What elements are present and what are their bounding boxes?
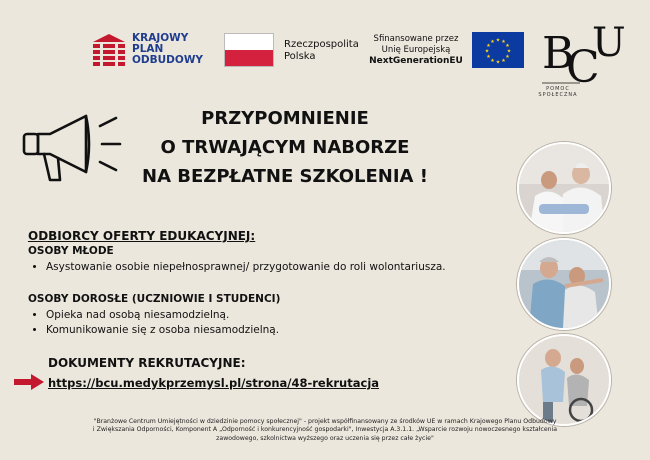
svg-text:★: ★ [495, 59, 501, 66]
footer-note: "Branżowe Centrum Umiejętności w dziedzinie pomocy społecznej" - projekt współfinansowany ze środków UE w ramach Krajowego Planu Odbudowy i Zwiększania Odporności, Komponent A „Odporność i konkurencyjność gospodarki", Inwestycja A.3.1.1. „Wsparcie rozwoju nowoczesnego kształcenia zawodowego, szkolnictwa wyższego oraz uczenia się przez całe życie" [92, 418, 558, 442]
arrow-right-icon [14, 374, 44, 390]
list-item: • Opieka nad osobą niesamodzielną. [46, 308, 279, 323]
kpo-logo-text: KRAJOWY PLAN ODBUDOWY [132, 32, 203, 66]
eu-flag-icon [472, 32, 524, 68]
recruitment-link[interactable]: https://bcu.medykprzemysl.pl/strona/48-rekrutacja [48, 376, 380, 390]
rp-logo-text: Rzeczpospolita Polska [284, 39, 359, 62]
svg-text:★: ★ [501, 39, 506, 45]
svg-text:★: ★ [495, 37, 501, 44]
adults-list [28, 308, 279, 338]
svg-text:★: ★ [486, 43, 491, 49]
svg-text:★: ★ [484, 48, 490, 55]
photo-caregiver-3 [517, 334, 611, 426]
svg-text:★: ★ [505, 43, 510, 49]
svg-text:★: ★ [490, 39, 495, 45]
eu-funding-text: Sfinansowane przez Unię Europejską NextGenerationEU [369, 34, 463, 66]
kpo-logo-icon [92, 33, 126, 67]
young-heading: OSOBY MŁODE [28, 245, 114, 257]
young-list [28, 260, 446, 275]
adults-heading: OSOBY DOROSŁE (UCZNIOWIE I STUDENCI) [28, 293, 281, 305]
list-item: • Komunikowanie się z osoba niesamodzielną. [46, 323, 279, 338]
svg-text:★: ★ [486, 54, 491, 60]
svg-text:★: ★ [501, 58, 506, 64]
svg-text:★: ★ [490, 58, 495, 64]
svg-text:★: ★ [506, 48, 512, 55]
svg-text:B: B [542, 28, 575, 79]
page-title: PRZYPOMNIENIE O TRWAJĄCYM NABORZE NA BEZPŁATNE SZKOLENIA ! [142, 108, 428, 187]
documents-heading: DOKUMENTY REKRUTACYJNE: [48, 356, 246, 370]
svg-text:U: U [592, 20, 626, 66]
list-item: • Asystowanie osobie niepełnosprawnej/ przygotowanie do roli wolontariusza. [46, 260, 446, 275]
bcu-logo-icon [540, 16, 635, 88]
poland-flag-icon [224, 33, 274, 67]
bcu-logo-subtitle: POMOC SPOŁECZNA [538, 86, 578, 98]
megaphone-icon [20, 106, 124, 190]
offer-heading: ODBIORCY OFERTY EDUKACYJNEJ: [28, 229, 256, 243]
svg-text:★: ★ [505, 54, 510, 60]
photo-caregiver-2 [517, 238, 611, 330]
photo-caregiver-1 [517, 142, 611, 234]
svg-text:C: C [566, 42, 600, 88]
